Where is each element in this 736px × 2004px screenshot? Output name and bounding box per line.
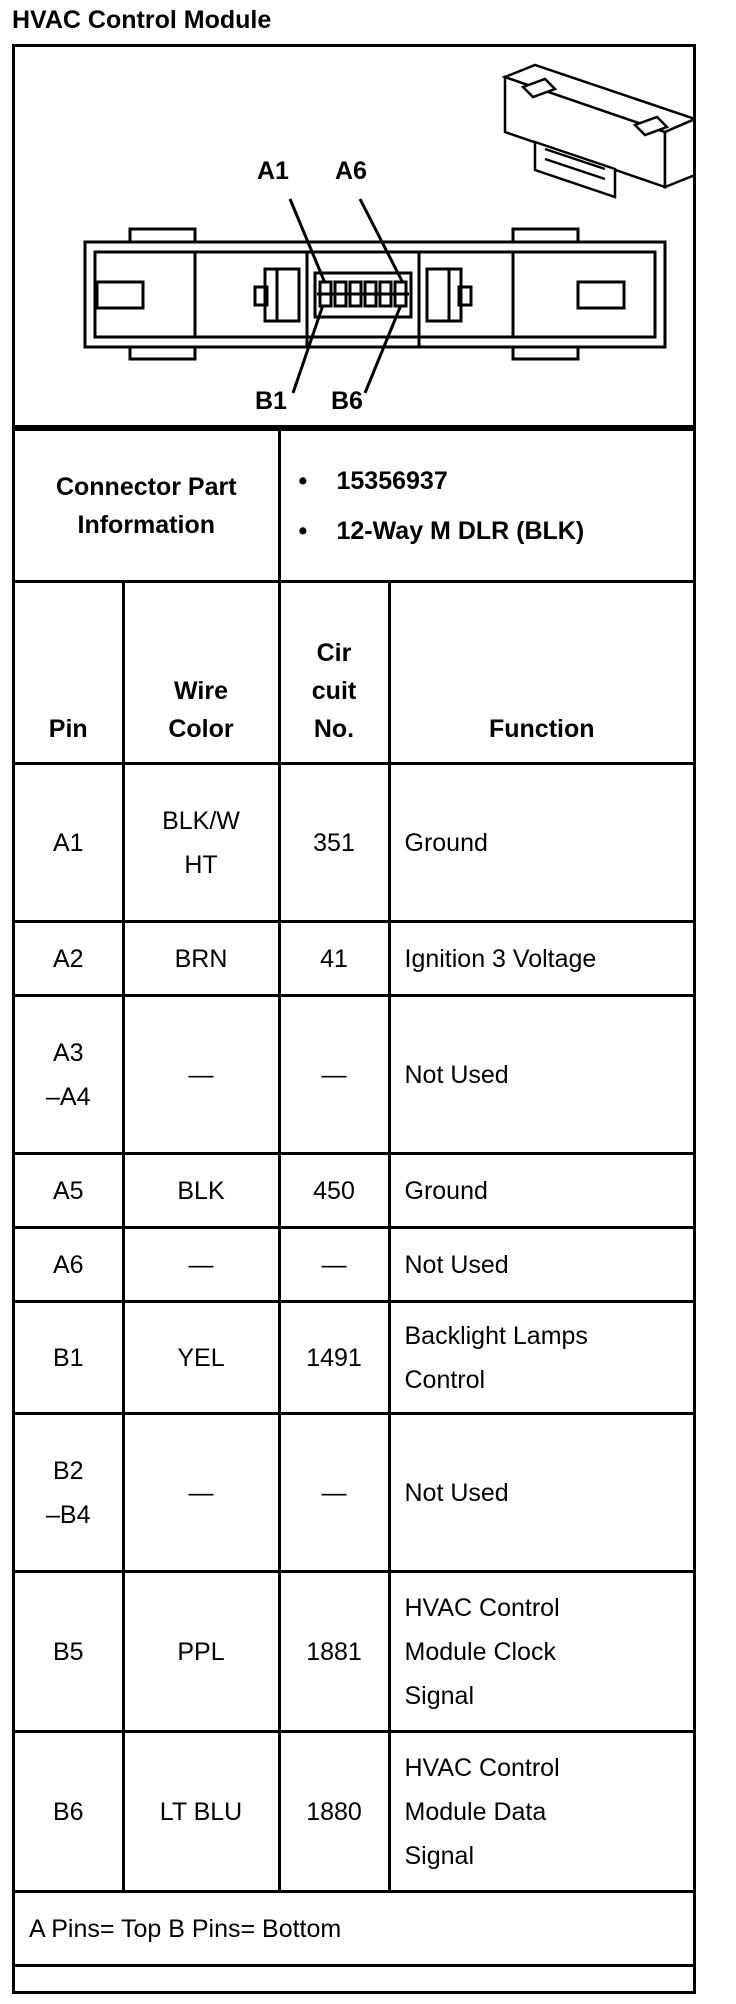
connector-info-label: Connector Part Information xyxy=(15,430,279,582)
pin-label-a1: A1 xyxy=(257,157,289,185)
footer-note: A Pins= Top B Pins= Bottom xyxy=(15,1892,693,1966)
header-pin: Pin xyxy=(15,582,123,764)
wire-color-cell: YEL xyxy=(123,1302,279,1414)
pin-cell: A3 –A4 xyxy=(15,996,123,1154)
circuit-cell: 351 xyxy=(279,764,389,922)
connector-diagram xyxy=(15,47,693,428)
connector-3d-view xyxy=(505,65,693,197)
circuit-cell: — xyxy=(279,996,389,1154)
pin-label-b6: B6 xyxy=(331,387,363,415)
table-row xyxy=(15,1572,693,1732)
pin-label-a6: A6 xyxy=(335,157,367,185)
pin-cell: A6 xyxy=(15,1228,123,1302)
connector-info-list xyxy=(279,430,693,582)
table-row xyxy=(15,1228,693,1302)
circuit-cell: 41 xyxy=(279,922,389,996)
header-function: Function xyxy=(389,582,693,764)
function-cell: Not Used xyxy=(389,1414,693,1572)
table-row xyxy=(15,764,693,922)
function-cell: Ignition 3 Voltage xyxy=(389,922,693,996)
pin-cell: B2 –B4 xyxy=(15,1414,123,1572)
footer-row xyxy=(15,1892,693,1966)
circuit-cell: 450 xyxy=(279,1154,389,1228)
table-row xyxy=(15,1414,693,1572)
circuit-cell: 1491 xyxy=(279,1302,389,1414)
pinout-table xyxy=(15,428,693,1967)
function-cell: Ground xyxy=(389,764,693,922)
table-header-row xyxy=(15,582,693,764)
connector-table-frame xyxy=(12,44,696,1994)
wire-color-cell: BRN xyxy=(123,922,279,996)
connector-type: • 12-Way M DLR (BLK) xyxy=(298,516,585,545)
table-row xyxy=(15,1732,693,1892)
wire-color-cell: BLK xyxy=(123,1154,279,1228)
table-row xyxy=(15,1302,693,1414)
function-cell: Ground xyxy=(389,1154,693,1228)
page-title: HVAC Control Module xyxy=(12,6,272,34)
pin-cell: A1 xyxy=(15,764,123,922)
wire-color-cell: — xyxy=(123,1228,279,1302)
function-cell: HVAC Control Module Data Signal xyxy=(389,1732,693,1892)
function-cell: Backlight Lamps Control xyxy=(389,1302,693,1414)
wire-color-cell: BLK/W HT xyxy=(123,764,279,922)
table-row xyxy=(15,996,693,1154)
circuit-cell: — xyxy=(279,1228,389,1302)
connector-part-number: • 15356937 xyxy=(298,466,448,495)
pin-cell: A5 xyxy=(15,1154,123,1228)
pin-cell: B5 xyxy=(15,1572,123,1732)
function-cell: Not Used xyxy=(389,1228,693,1302)
function-cell: Not Used xyxy=(389,996,693,1154)
table-row xyxy=(15,1154,693,1228)
connector-info-row xyxy=(15,430,693,582)
circuit-cell: 1881 xyxy=(279,1572,389,1732)
pin-cell: B6 xyxy=(15,1732,123,1892)
wire-color-cell: LT BLU xyxy=(123,1732,279,1892)
wire-color-cell: — xyxy=(123,1414,279,1572)
pin-cell: B1 xyxy=(15,1302,123,1414)
circuit-cell: — xyxy=(279,1414,389,1572)
header-wire-color: Wire Color xyxy=(123,582,279,764)
wire-color-cell: PPL xyxy=(123,1572,279,1732)
table-row xyxy=(15,922,693,996)
circuit-cell: 1880 xyxy=(279,1732,389,1892)
connector-drawing xyxy=(15,47,693,425)
pin-cell: A2 xyxy=(15,922,123,996)
wire-color-cell: — xyxy=(123,996,279,1154)
header-circuit-no: Cir cuit No. xyxy=(279,582,389,764)
pin-label-b1: B1 xyxy=(255,387,287,415)
function-cell: HVAC Control Module Clock Signal xyxy=(389,1572,693,1732)
